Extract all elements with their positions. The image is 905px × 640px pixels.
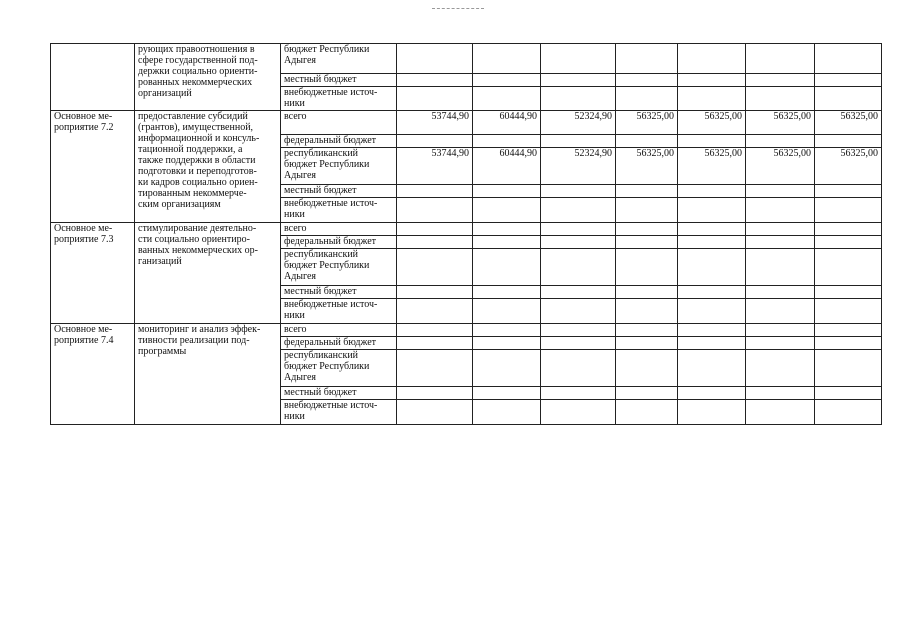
activity-row-value-2 (473, 299, 541, 324)
activity-row-value-1 (397, 249, 473, 286)
budget-table (50, 43, 882, 425)
activity-row-value-2 (473, 337, 541, 350)
activity-row-value-5 (678, 387, 746, 400)
activity-row-value-1 (397, 387, 473, 400)
activity-row-value-4 (616, 249, 678, 286)
activity-row-value-2: 60444,90 (473, 148, 541, 185)
funding-source-cell: республиканский бюджет Республики Адыгея (281, 350, 397, 387)
continuation-row-value-6 (746, 44, 815, 74)
activity-row-value-4 (616, 135, 678, 148)
continuation-name-cell (51, 44, 135, 111)
funding-source-cell: внебюджетные источ- ники (281, 400, 397, 425)
activity-row-value-4 (616, 223, 678, 236)
continuation-row-value-7 (815, 44, 882, 74)
activity-row-value-6: 56325,00 (746, 111, 815, 135)
continuation-row-value-5 (678, 87, 746, 111)
activity-row-value-5 (678, 400, 746, 425)
activity-row-value-5 (678, 135, 746, 148)
activity-row-value-6 (746, 286, 815, 299)
activity-row-value-5 (678, 350, 746, 387)
activity-row-value-1 (397, 185, 473, 198)
funding-source-cell: республиканский бюджет Республики Адыгея (281, 249, 397, 286)
activity-row-value-3 (541, 324, 616, 337)
activity-row-value-2: 60444,90 (473, 111, 541, 135)
continuation-row-value-3 (541, 87, 616, 111)
activity-row-value-3 (541, 400, 616, 425)
funding-source-cell: федеральный бюджет (281, 236, 397, 249)
activity-row-value-4 (616, 400, 678, 425)
activity-row-value-6 (746, 337, 815, 350)
activity-row-value-3 (541, 299, 616, 324)
activity-name-cell: Основное ме- роприятие 7.4 (51, 324, 135, 425)
activity-name-cell: Основное ме- роприятие 7.3 (51, 223, 135, 324)
activity-row-value-2 (473, 223, 541, 236)
activity-row-value-4 (616, 198, 678, 223)
activity-row-value-6 (746, 198, 815, 223)
continuation-row-value-4 (616, 87, 678, 111)
activity-row-value-4: 56325,00 (616, 148, 678, 185)
activity-row-value-5: 56325,00 (678, 148, 746, 185)
activity-row-value-3 (541, 350, 616, 387)
funding-source-cell: республиканский бюджет Республики Адыгея (281, 148, 397, 185)
activity-row-value-1 (397, 135, 473, 148)
activity-row-value-7 (815, 387, 882, 400)
activity-row-value-4 (616, 324, 678, 337)
funding-source-cell: местный бюджет (281, 185, 397, 198)
activity-row-value-5 (678, 249, 746, 286)
activity-row-value-2 (473, 249, 541, 286)
activity-row-value-7 (815, 236, 882, 249)
continuation-row-value-6 (746, 74, 815, 87)
funding-source-cell: всего (281, 324, 397, 337)
activity-description-cell: стимулирование деятельно- сти социально ориентиро- ванных некоммерческих ор- ганизаций (135, 223, 281, 324)
activity-row-value-7 (815, 198, 882, 223)
activity-row-value-7: 56325,00 (815, 111, 882, 135)
funding-source-cell: федеральный бюджет (281, 135, 397, 148)
activity-row-value-2 (473, 350, 541, 387)
funding-source-cell: внебюджетные источ- ники (281, 198, 397, 223)
activity-row-value-4 (616, 337, 678, 350)
activity-row-value-4 (616, 185, 678, 198)
continuation-description-cell: рующих правоотношения в сфере государственной под- держки социально ориенти- рованных некоммерческих организаций (135, 44, 281, 111)
page-header-mark (432, 8, 484, 12)
activity-row-value-7 (815, 185, 882, 198)
activity-row-value-6 (746, 249, 815, 286)
activity-row-value-7 (815, 249, 882, 286)
activity-row-value-6 (746, 387, 815, 400)
activity-row-value-3 (541, 337, 616, 350)
activity-row-value-5 (678, 198, 746, 223)
activity-row-value-6 (746, 324, 815, 337)
activity-row-value-6 (746, 299, 815, 324)
activity-row-value-1 (397, 286, 473, 299)
activity-row-value-1 (397, 223, 473, 236)
activity-row-value-6 (746, 400, 815, 425)
table-row (51, 223, 882, 236)
activity-row-value-2 (473, 387, 541, 400)
continuation-row-value-2 (473, 74, 541, 87)
activity-row-value-2 (473, 236, 541, 249)
continuation-row-value-4 (616, 44, 678, 74)
activity-row-value-7 (815, 286, 882, 299)
activity-row-value-6 (746, 185, 815, 198)
activity-row-value-6: 56325,00 (746, 148, 815, 185)
activity-row-value-7 (815, 324, 882, 337)
continuation-row-value-7 (815, 74, 882, 87)
activity-row-value-3 (541, 236, 616, 249)
activity-row-value-4 (616, 350, 678, 387)
activity-row-value-7 (815, 135, 882, 148)
activity-row-value-1 (397, 337, 473, 350)
activity-row-value-6 (746, 135, 815, 148)
funding-source-cell: внебюджетные источ- ники (281, 299, 397, 324)
activity-row-value-3 (541, 286, 616, 299)
continuation-row-value-3 (541, 44, 616, 74)
funding-source-cell: местный бюджет (281, 74, 397, 87)
funding-source-cell: бюджет Республики Адыгея (281, 44, 397, 74)
table-row (51, 44, 882, 74)
continuation-row-value-1 (397, 74, 473, 87)
activity-row-value-2 (473, 324, 541, 337)
activity-row-value-5 (678, 185, 746, 198)
continuation-row-value-2 (473, 44, 541, 74)
activity-description-cell: предоставление субсидий (грантов), имущественной, информационной и консуль- тационной поддержки, а также поддержки в области подготовки и переподготов- ки кадров социально ориен- тированным некоммерче- ским организациям (135, 111, 281, 223)
activity-row-value-3 (541, 185, 616, 198)
activity-row-value-1 (397, 236, 473, 249)
activity-row-value-5 (678, 236, 746, 249)
table-row (51, 111, 882, 135)
funding-source-cell: федеральный бюджет (281, 337, 397, 350)
funding-source-cell: местный бюджет (281, 387, 397, 400)
activity-row-value-5 (678, 223, 746, 236)
activity-row-value-5 (678, 337, 746, 350)
activity-row-value-3 (541, 198, 616, 223)
activity-row-value-4: 56325,00 (616, 111, 678, 135)
activity-row-value-1: 53744,90 (397, 148, 473, 185)
continuation-row-value-7 (815, 87, 882, 111)
continuation-row-value-5 (678, 74, 746, 87)
activity-row-value-3: 52324,90 (541, 148, 616, 185)
activity-row-value-3 (541, 249, 616, 286)
funding-source-cell: всего (281, 111, 397, 135)
activity-row-value-1 (397, 324, 473, 337)
continuation-row-value-1 (397, 87, 473, 111)
activity-row-value-7 (815, 223, 882, 236)
table-row (51, 324, 882, 337)
activity-row-value-4 (616, 236, 678, 249)
activity-row-value-4 (616, 299, 678, 324)
activity-row-value-1: 53744,90 (397, 111, 473, 135)
activity-row-value-1 (397, 198, 473, 223)
activity-row-value-5 (678, 324, 746, 337)
activity-row-value-3 (541, 387, 616, 400)
continuation-row-value-5 (678, 44, 746, 74)
activity-row-value-7: 56325,00 (815, 148, 882, 185)
continuation-row-value-1 (397, 44, 473, 74)
activity-row-value-5: 56325,00 (678, 111, 746, 135)
continuation-row-value-3 (541, 74, 616, 87)
activity-row-value-5 (678, 299, 746, 324)
funding-source-cell: внебюджетные источ- ники (281, 87, 397, 111)
activity-row-value-7 (815, 400, 882, 425)
activity-description-cell: мониторинг и анализ эффек- тивности реализации под- программы (135, 324, 281, 425)
activity-row-value-4 (616, 387, 678, 400)
activity-row-value-3 (541, 135, 616, 148)
activity-row-value-7 (815, 299, 882, 324)
continuation-row-value-6 (746, 87, 815, 111)
activity-row-value-2 (473, 198, 541, 223)
activity-row-value-3: 52324,90 (541, 111, 616, 135)
activity-row-value-7 (815, 350, 882, 387)
activity-row-value-1 (397, 350, 473, 387)
activity-row-value-2 (473, 400, 541, 425)
activity-row-value-2 (473, 135, 541, 148)
activity-name-cell: Основное ме- роприятие 7.2 (51, 111, 135, 223)
activity-row-value-3 (541, 223, 616, 236)
continuation-row-value-4 (616, 74, 678, 87)
activity-row-value-7 (815, 337, 882, 350)
activity-row-value-6 (746, 223, 815, 236)
activity-row-value-6 (746, 236, 815, 249)
activity-row-value-4 (616, 286, 678, 299)
continuation-row-value-2 (473, 87, 541, 111)
funding-source-cell: местный бюджет (281, 286, 397, 299)
activity-row-value-5 (678, 286, 746, 299)
activity-row-value-2 (473, 286, 541, 299)
activity-row-value-6 (746, 350, 815, 387)
activity-row-value-2 (473, 185, 541, 198)
budget-table-body (51, 44, 882, 425)
activity-row-value-1 (397, 400, 473, 425)
funding-source-cell: всего (281, 223, 397, 236)
activity-row-value-1 (397, 299, 473, 324)
